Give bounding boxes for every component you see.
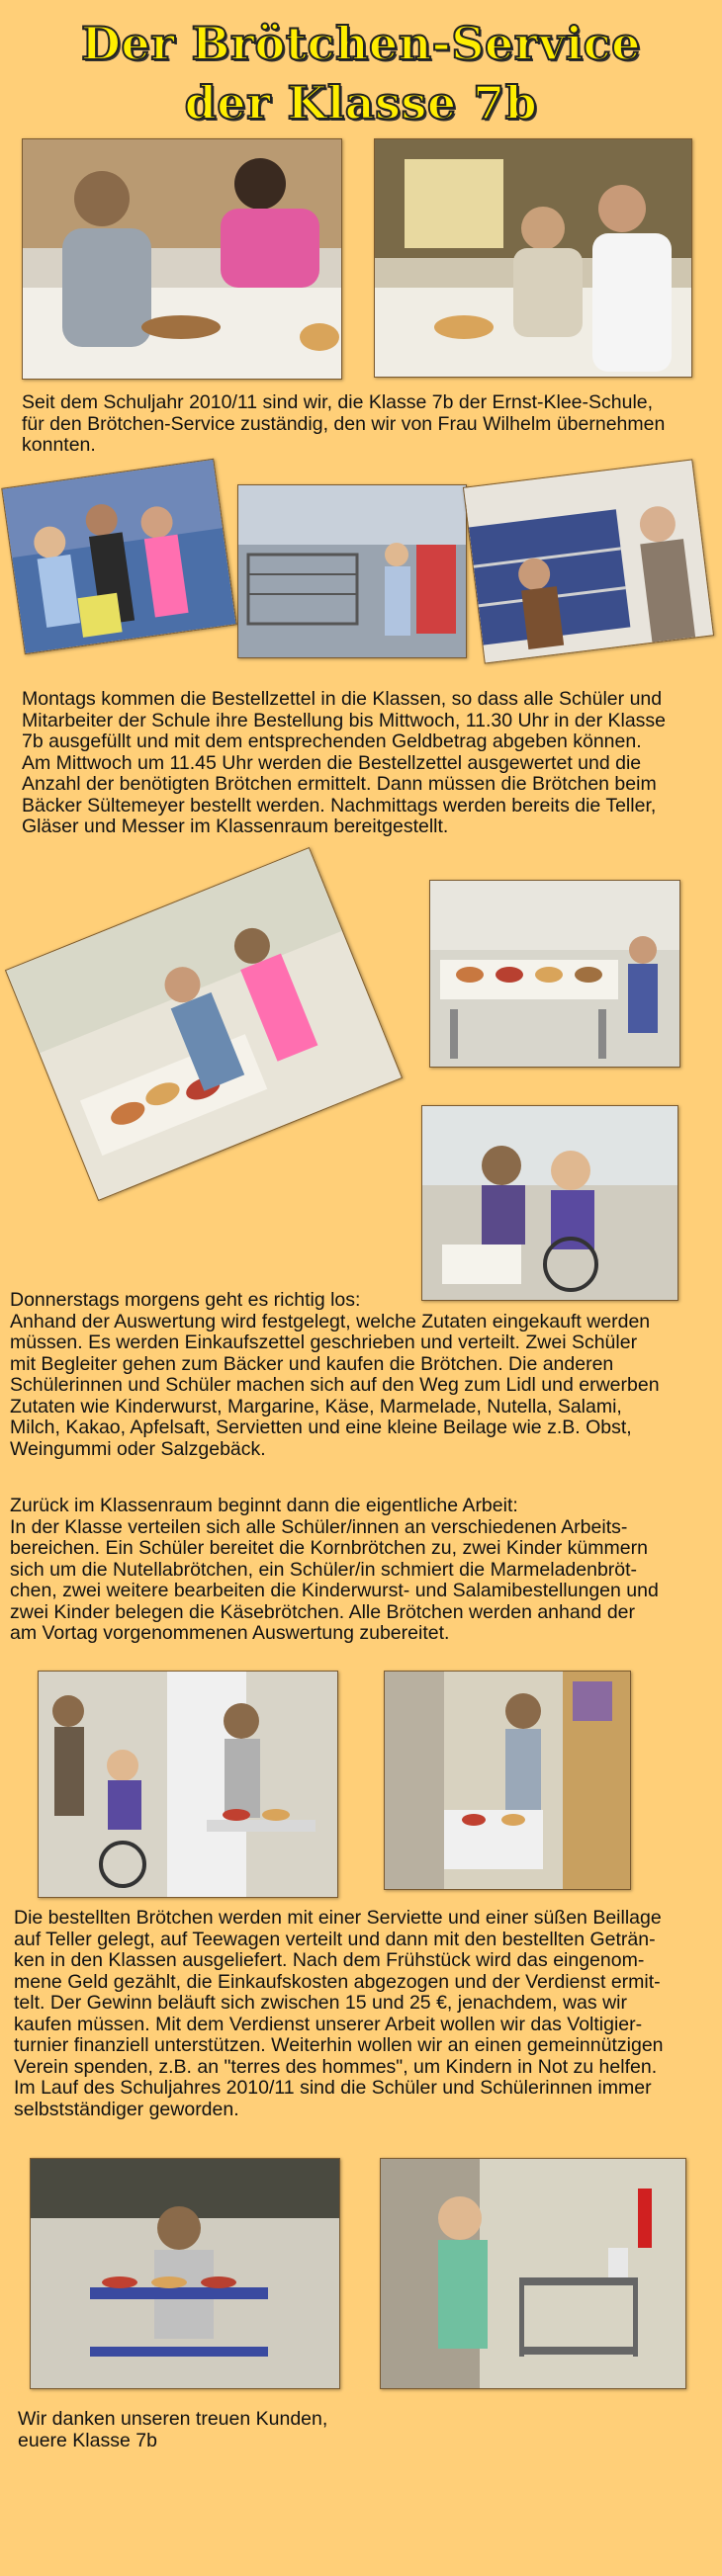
page-title-line-1: Der Brötchen-Service	[81, 17, 641, 70]
monday-paragraph: Montags kommen die Bestellzettel in die Klassen, so dass alle Schüler und Mitarbeiter der Schule ihre Bestellung bis Mittwoch, 11.30 Uhr in der Klasse 7b ausgefüllt und mit dem entsprechenden Geldbetrag abgeben können. Am Mittwoch um 11.45 Uhr werden die Bestellzettel ausgewertet und die Anzahl der benötigten Brötchen ermittelt. Dann müssen die Brötchen beim Bäcker Sültemeyer bestellt werden. Nachmittags werden bereits die Teller, Gläser und Messer im Klassenraum bereitgestellt.	[22, 688, 667, 837]
thanks-closing: Wir danken unseren treuen Kunden, euere Klasse 7b	[18, 2408, 328, 2451]
photo-group-students	[1, 459, 237, 655]
photo-boys-at-table	[374, 138, 692, 378]
photo-girls-preparing-rolls	[22, 138, 342, 380]
classroom-paragraph: Zurück im Klassenraum beginnt dann die eigentliche Arbeit: In der Klasse verteilen sich alle Schüler/innen an verschiedenen Arbeits- bereichen. Ein Schüler bereitet die Kornbrötchen zu, zwei Kinder kümmern sich um die Nutellabrötchen, ein Schüler/in schmiert die Marmeladenbröt- chen, zwei weitere bearbeiten die Kinderwurst- und Salamibestellungen und zwei Kinder belegen die Käsebrötchen. Alle Brötchen werden anhand der am Vortag vorgenommenen Auswertung zubereitet.	[10, 1495, 659, 1644]
delivery-paragraph: Die bestellten Brötchen werden mit einer Serviette und einer süßen Beillage auf Teller gelegt, auf Teewagen verteilt und dann mit den bestellten Geträn- ken in den Klassen ausgeliefert. Nach dem Frühstück wird das eingenom- mene Geld gezählt, die Einkaufskosten abgezogen und der Verdienst ermit- telt. Der Gewinn beläuft sich zwischen 15 und 25 €, jenachdem, was wir kaufen müssen. Mit dem Verdienst unserer Arbeit wollen wir das Voltigier- turnier finanziell unterstützen. Weiterhin wollen wir an einen gemeinnützigen Verein spenden, z.B. an "terres des hommes", um Kindern in Not zu helfen. Im Lauf des Schuljahres 2010/11 sind die Schüler und Schülerinnen immer selbstständiger geworden.	[14, 1907, 664, 2120]
photo-girl-in-wheelchair	[421, 1105, 678, 1301]
page-title-line-2: der Klasse 7b	[184, 76, 538, 129]
photo-supermarket-carts	[237, 484, 467, 658]
photo-student-at-door	[384, 1671, 631, 1890]
photo-girl-with-empty-trolley	[380, 2158, 686, 2389]
photo-kids-spreading-rolls	[5, 847, 403, 1201]
photo-classroom-tables	[429, 880, 680, 1068]
photo-trolley-with-plates	[30, 2158, 340, 2389]
photo-students-with-tea-trolley	[38, 1671, 338, 1898]
photo-shop-shelves	[463, 459, 714, 663]
intro-paragraph: Seit dem Schuljahr 2010/11 sind wir, die Klasse 7b der Ernst-Klee-Schule, für den Brötchen-Service zuständig, den wir von Frau Wilhelm übernehmen konnten.	[22, 391, 666, 456]
thursday-paragraph: Donnerstags morgens geht es richtig los: Anhand der Auswertung wird festgelegt, welche Zutaten eingekauft werden müssen. Es werden Einkaufszettel geschrieben und verteilt. Zwei Schüler mit Begleiter gehen zum Bäcker und kaufen die Brötchen. Die anderen Schülerinnen und Schüler machen sich auf den Weg zum Lidl und erwerben Zutaten wie Kinderwurst, Margarine, Käse, Marmelade, Nutella, Salami, Milch, Kakao, Apfelsaft, Servietten und eine kleine Beilage wie z.B. Obst, Weingummi oder Salzgebäck.	[10, 1289, 660, 1460]
